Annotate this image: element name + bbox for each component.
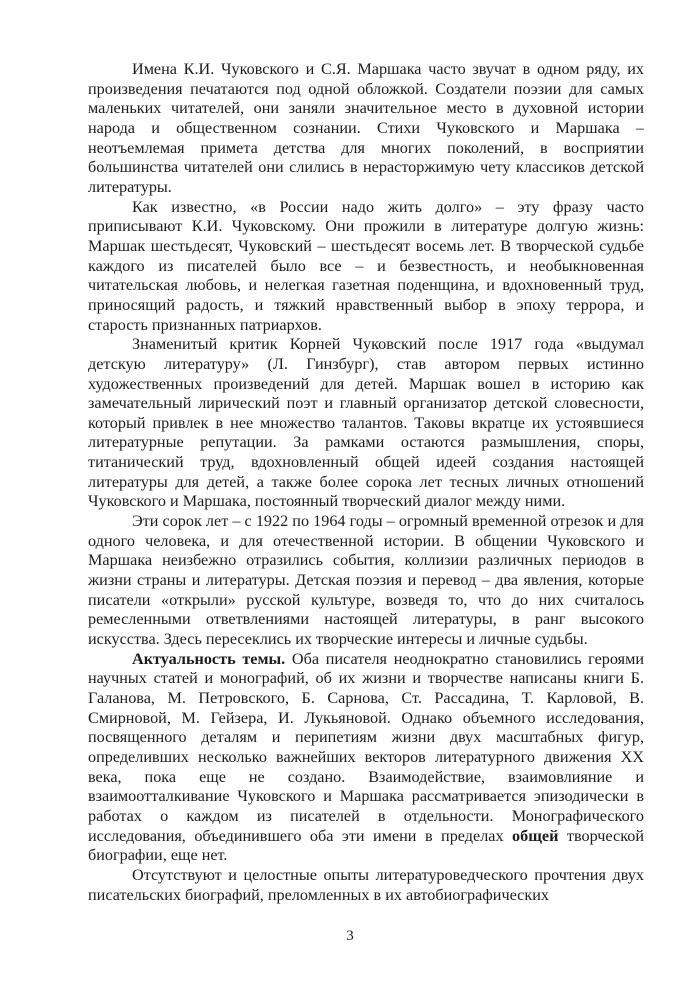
paragraph-forty-years <box>88 512 644 650</box>
paragraph-emphasis-bold: общей <box>512 826 559 845</box>
paragraph-lead-bold: Актуальность темы. <box>132 649 286 668</box>
paragraph-relevance <box>88 650 644 866</box>
paragraph-intro-names <box>88 60 644 198</box>
paragraph-critic-reputations <box>88 335 644 512</box>
paragraph-text: Отсутствуют и целостные опыты литературоведческого прочтения двух писательских биографий, преломленных в их автобиографических <box>88 865 644 904</box>
paragraph-missing-studies <box>88 866 644 905</box>
paragraph-text: творческой биографии, еще нет. <box>88 826 644 865</box>
paragraph-text: Эти сорок лет – с 1922 по 1964 годы – огромный временной отрезок и для одного человека, и для отечественной истории. В общении Чуковского и Маршака неизбежно отразились события, коллизии различных периодов в жизни страны и литературы. Детская поэзия и перевод – два явления, которые писатели «открыли» русской культуре, возведя то, что до них считалось ремесленными ответвлениями настоящей литературы, в ранг высокого искусства. Здесь пересеклись их творческие интересы и личные судьбы. <box>88 512 644 649</box>
paragraph-text: Имена К.И. Чуковского и С.Я. Маршака часто звучат в одном ряду, их произведения печатаются под одной обложкой. Создатели поэзии для самых маленьких читателей, они заняли значительное место в духовной истории народа и общественном сознании. Стихи Чуковского и Маршака – неотъемлемая примета детства для многих поколений, в восприятии большинства читателей они слились в нерасторжимую чету классиков детской литературы. <box>88 60 644 196</box>
page-number: 3 <box>346 928 354 944</box>
paragraph-text: Как известно, «в России надо жить долго» – эту фразу часто приписывают К.И. Чуковскому. Они прожили в литературе долгую жизнь: Маршак шестьдесят, Чуковский – шестьдесят восемь лет. В творческой судьбе каждого из писателей было все – и безвестность, и необыкновенная читательская любовь, и нелегкая газетная поденщина, и вдохновенный труд, приносящий радость, и тяжкий нравственный выбор в эпоху террора, и старость признанных патриархов. <box>88 197 644 334</box>
paragraph-long-life <box>88 198 644 336</box>
paragraph-text: Знаменитый критик Корней Чуковский после 1917 года «выдумал детскую литературу» (Л. Гинзбург), став автором первых истинно художественных произведений для детей. Маршак вошел в историю как замечательный лирический поэт и главный организатор детской словесности, который привлек в нее множество талантов. Таковы вкратце их устоявшиеся литературные репутации. За рамками остаются размышления, споры, титанический труд, вдохновленный общей идеей создания настоящей литературы для детей, а также более сорока лет тесных личных отношений Чуковского и Маршака, постоянный творческий диалог между ними. <box>88 335 644 511</box>
paragraph-text: Оба писателя неоднократно становились героями научных статей и монографий, об их жизни и творчестве написаны книги Б. Галанова, М. Петровского, Б. Сарнова, Ст. Рассадина, Т. Карловой, В. Смирновой, М. Гейзера, И. Лукьяновой. Однако объемного исследования, посвященного деталям и перипетиям жизни двух масштабных фигур, определивших несколько важнейших векторов литературного движения XX века, пока еще не создано. Взаимодействие, взаимовлияние и взаимоотталкивание Чуковского и Маршака рассматривается эпизодически в работах о каждом из писателей в отдельности. Монографического исследования, объединившего оба эти имени в пределах <box>88 649 645 845</box>
text-block <box>88 60 644 905</box>
